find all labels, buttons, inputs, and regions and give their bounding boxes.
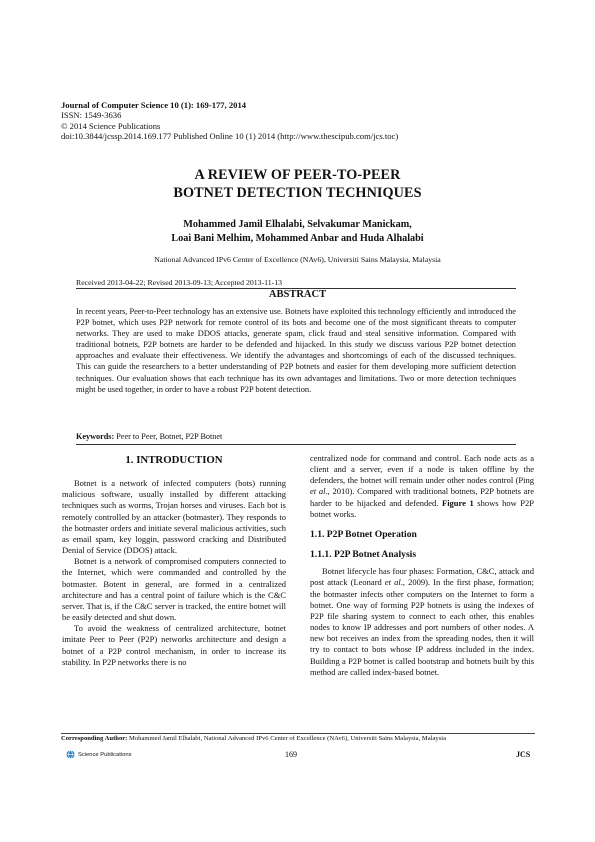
section-heading-introduction: 1. INTRODUCTION <box>125 454 223 466</box>
received-dates: Received 2013-04-22; Revised 2013-09-13; Accepted 2013-11-13 <box>76 278 283 287</box>
footer-rule <box>61 733 535 734</box>
abstract-text: In recent years, Peer-to-Peer technology has an extensive use. Botnets have exploited this technology efficiently and introduced the P2P botnet, which uses P2P network for remote control of its bots and become one of the most significant threats to computer networks. They are used to make DDOS attacks, generate spam, click fraud and steal sensitive information. Compared with traditional botnets, P2P botnets are harder to be defended and hijacked. In this study we discuss various P2P botnet detection approaches and evaluate their effectiveness. We identify the advantages and shortcomings of each of the discussed techniques. This can guide the researchers to a better understanding of P2P botnets and easier for them developing more sufficient detection techniques. Our evaluation shows that each technique has its own advantages and limitations. Two or more detection techniques might be used together, in order to have a robust P2P botent detection. <box>76 307 516 394</box>
title-line-1: A REVIEW OF PEER-TO-PEER <box>194 167 401 183</box>
abstract-heading: ABSTRACT <box>268 289 327 300</box>
publisher-logo <box>66 750 132 759</box>
issn: ISSN: 1549-3636 <box>61 110 122 121</box>
authors-line-2: Loai Bani Melhim, Mohammed Anbar and Huda Alhalabi <box>171 232 424 244</box>
journal-header <box>61 100 398 142</box>
journal-citation: Journal of Computer Science 10 (1): 169-177, 2014 <box>61 100 247 110</box>
corresponding-author <box>61 735 446 742</box>
paragraph: To avoid the weakness of centralized architecture, botnet imitate Peer to Peer (P2P) networks architecture and design a botnet of a P2P control mechanism, in order to increase its stability. In P2P networks there is no <box>62 623 286 667</box>
citation-etal: et al <box>310 486 326 497</box>
keywords-label: Keywords: <box>76 432 115 441</box>
publisher-name: Science Publications <box>78 751 132 758</box>
globe-icon <box>66 750 75 759</box>
corresponding-author-text: Mohammed Jamil Elhalabi, National Advanced IPv6 Center of Excellence (NAv6), Universiti Sains Malaysia, Malaysia <box>127 735 447 742</box>
text-run: centralized node for command and control. Each node acts as a client and a server, even if a node is taken offline by the defenders, the botnet will remain under other nodes control (Ping <box>310 453 534 486</box>
keywords-value: Peer to Peer, Botnet, P2P Botnet <box>114 432 223 441</box>
doi-line: doi:10.3844/jcssp.2014.169.177 Published Online 10 (1) 2014 (http://www.thescipub.com/jcs.toc) <box>61 131 399 142</box>
journal-abbreviation: JCS <box>516 750 531 759</box>
keywords <box>76 432 222 441</box>
paragraph <box>310 566 534 678</box>
text-run: shows how P2P botnet works. <box>310 497 534 519</box>
right-column <box>310 453 534 678</box>
paragraph <box>310 453 534 520</box>
text-run: Botnet lifecycle has four phases: Formation, C&C, attack and post attack (Leonard <box>310 566 534 588</box>
subsection-heading: 1.1. P2P Botnet Operation <box>310 528 417 540</box>
affiliation: National Advanced IPv6 Center of Excellence (NAv6), Universiti Sains Malaysia, Malaysia <box>154 255 441 264</box>
paragraph: Botnet is a network of compromised computers connected to the Internet, which were commanded and controlled by the botmaster. Botent in general, are formed in a centralized architecture and has a central point of failure which is the C&C server. That is, if the C&C server is tracked, the entire botnet will be easily detected and shut down. <box>62 556 286 623</box>
corresponding-author-label: Corresponding Author: <box>61 735 128 742</box>
title-line-2: BOTNET DETECTION TECHNIQUES <box>173 185 422 201</box>
text-run: ., 2009). In the first phase, formation; the botmaster infects other computers on the Internet to form a botnet. One way of forming P2P botnets is using the indexes of P2P file sharing system to connect to each other, this enables nodes to know IP addresses and port numbers of other nodes. A new bot receives an index from the spreading nodes, then it will try to contact to bots whose IP address included in the index. Building a P2P botnet is called bootstrap and botnets built by this method are called index-based botnet. <box>310 577 534 677</box>
author-list <box>0 218 595 245</box>
citation-etal: et al <box>384 577 401 588</box>
subsubsection-heading: 1.1.1. P2P Botnet Analysis <box>310 549 417 561</box>
left-column <box>62 455 286 668</box>
copyright: © 2014 Science Publications <box>61 120 161 131</box>
authors-line-1: Mohammed Jamil Elhalabi, Selvakumar Manickam, <box>183 219 412 230</box>
keywords-rule <box>76 444 516 445</box>
text-run: ., 2010). Compared with traditional botnets, P2P botnets are harder to be hijacked and defended. <box>310 486 535 508</box>
paragraph: Botnet is a network of infected computers (bots) running malicious software, usually installed by different attacking techniques such as worms, Trojan horses and viruses. Each bot is remotely controlled by an attacker (botmaster). They responds to the botmaster orders and initiate several malicious activities, such as email spam, key loggin, password cracking and Distributed Denial of Service (DDOS) attack. <box>62 478 286 556</box>
page-number: 169 <box>285 750 297 759</box>
paper-title <box>0 166 595 202</box>
figure-reference[interactable]: Figure 1 <box>442 497 474 508</box>
